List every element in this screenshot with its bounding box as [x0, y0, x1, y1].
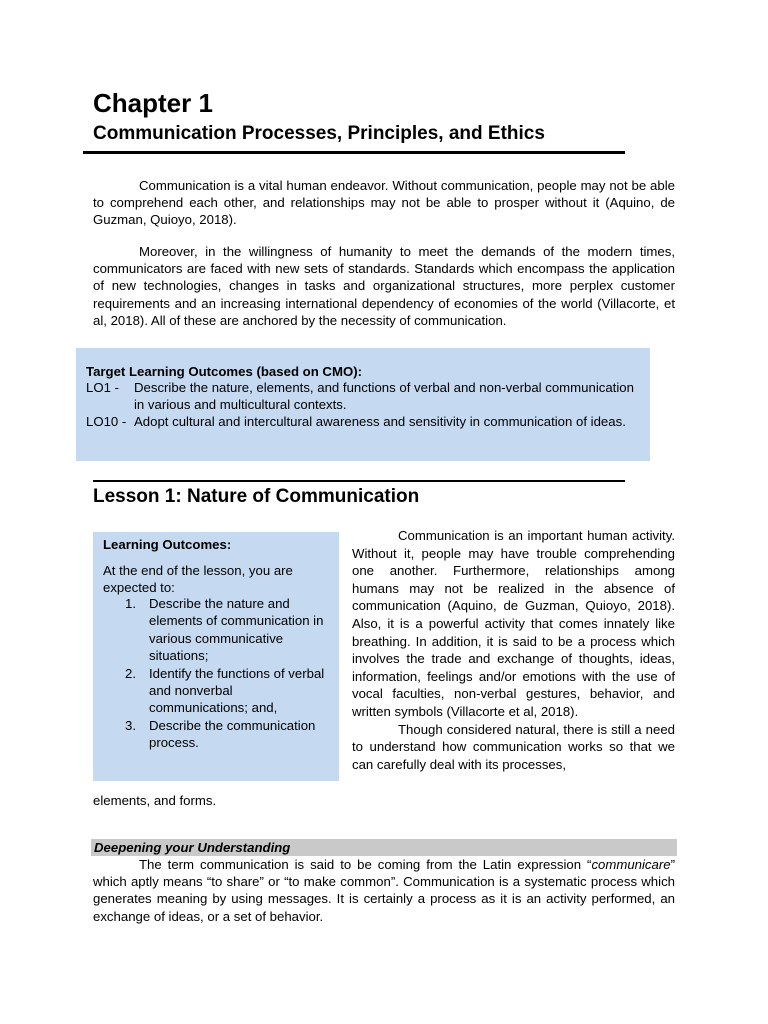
- intro-paragraph-2: [93, 243, 675, 329]
- lesson-paragraph-2-text: Though considered natural, there is still a need to understand how communication works so that we can carefully deal with its processes,: [352, 721, 675, 772]
- list-item-number: 1.: [125, 596, 136, 611]
- title-divider: [83, 151, 625, 154]
- lesson-paragraph-1-text: Communication is an important human activity. Without it, people may have trouble comprehending one another. Furthermore, relationships among humans may not be realized in the absence of communication (Aquino, de Guzman, Quioyo, 2018). Also, it is a powerful activity that comes innately like breathing. In addition, it is said to be a process which involves the trade and exchange of thoughts, ideas, information, feelings and/or emotions with the use of vocal faculties, non-verbal gestures, behavior, and written symbols (Villacorte et al, 2018).: [352, 528, 675, 719]
- lesson-outcomes-box: [93, 532, 339, 781]
- learning-outcome-code: LO10 -: [86, 414, 127, 429]
- lesson-paragraph-2: [352, 721, 675, 774]
- section-header-label: Deepening your Understanding: [94, 840, 291, 855]
- chapter-subtitle: Communication Processes, Principles, and Ethics: [93, 123, 545, 144]
- latin-term: communicare: [591, 857, 671, 872]
- lesson-divider: [93, 480, 625, 482]
- lesson-title: Lesson 1: Nature of Communication: [93, 486, 420, 507]
- deepening-text-after: ” which aptly means “to share” or “to make common”. Communication is a systematic process which generates meaning by using messages. It is certainly a process as it is an activity performed, an exchange of ideas, or a set of behavior.: [93, 857, 675, 924]
- target-outcomes-title: Target Learning Outcomes (based on CMO):: [86, 364, 362, 379]
- list-item-text: Describe the nature and elements of communication in various communicative situations;: [149, 596, 324, 664]
- intro-paragraph-1-text: Communication is a vital human endeavor. Without communication, people may not be able to comprehend each other, and relationships may not be able to prosper without it (Aquino, de Guzman, Quioyo, 2018).: [93, 178, 675, 228]
- target-outcomes-box: [76, 348, 650, 461]
- list-item-text: Identify the functions of verbal and nonverbal communications; and,: [149, 665, 325, 716]
- section-header-bar: [91, 839, 677, 856]
- learning-outcome-text: Describe the nature, elements, and functions of verbal and non-verbal communication in various and multicultural contexts.: [134, 380, 634, 412]
- intro-paragraph-1: [93, 177, 675, 229]
- list-item-number: 2.: [125, 665, 136, 681]
- list-item-text: Describe the communication process.: [149, 717, 316, 751]
- list-item: [103, 595, 335, 665]
- lesson-paragraph-1: [352, 527, 675, 721]
- deepening-paragraph: [93, 856, 675, 925]
- lesson-outcomes-intro: At the end of the lesson, you are expected to:: [103, 563, 293, 596]
- chapter-title: Chapter 1: [93, 88, 213, 118]
- learning-outcome-code: LO1 -: [86, 380, 119, 395]
- intro-paragraph-2-text: Moreover, in the willingness of humanity to meet the demands of the modern times, communicators are faced with new sets of standards. Standards which encompass the application of new technologies, changes in tasks and organizational structures, more perplex customer requirements and an increasing international dependency of economies of the world (Villacorte, et al, 2018). All of these are anchored by the necessity of communication.: [93, 244, 675, 328]
- lesson-outcomes-list: [103, 595, 335, 752]
- deepening-text-before: The term communication is said to be coming from the Latin expression “: [139, 857, 592, 872]
- lesson-paragraph-2-continuation: elements, and forms.: [93, 793, 217, 808]
- list-item: [103, 665, 335, 717]
- lesson-outcomes-title: Learning Outcomes:: [103, 537, 232, 552]
- lesson-body-text: [352, 527, 675, 773]
- list-item: [103, 717, 335, 752]
- list-item-number: 3.: [125, 717, 136, 733]
- learning-outcome-text: Adopt cultural and intercultural awareness and sensitivity in communication of ideas.: [134, 414, 626, 429]
